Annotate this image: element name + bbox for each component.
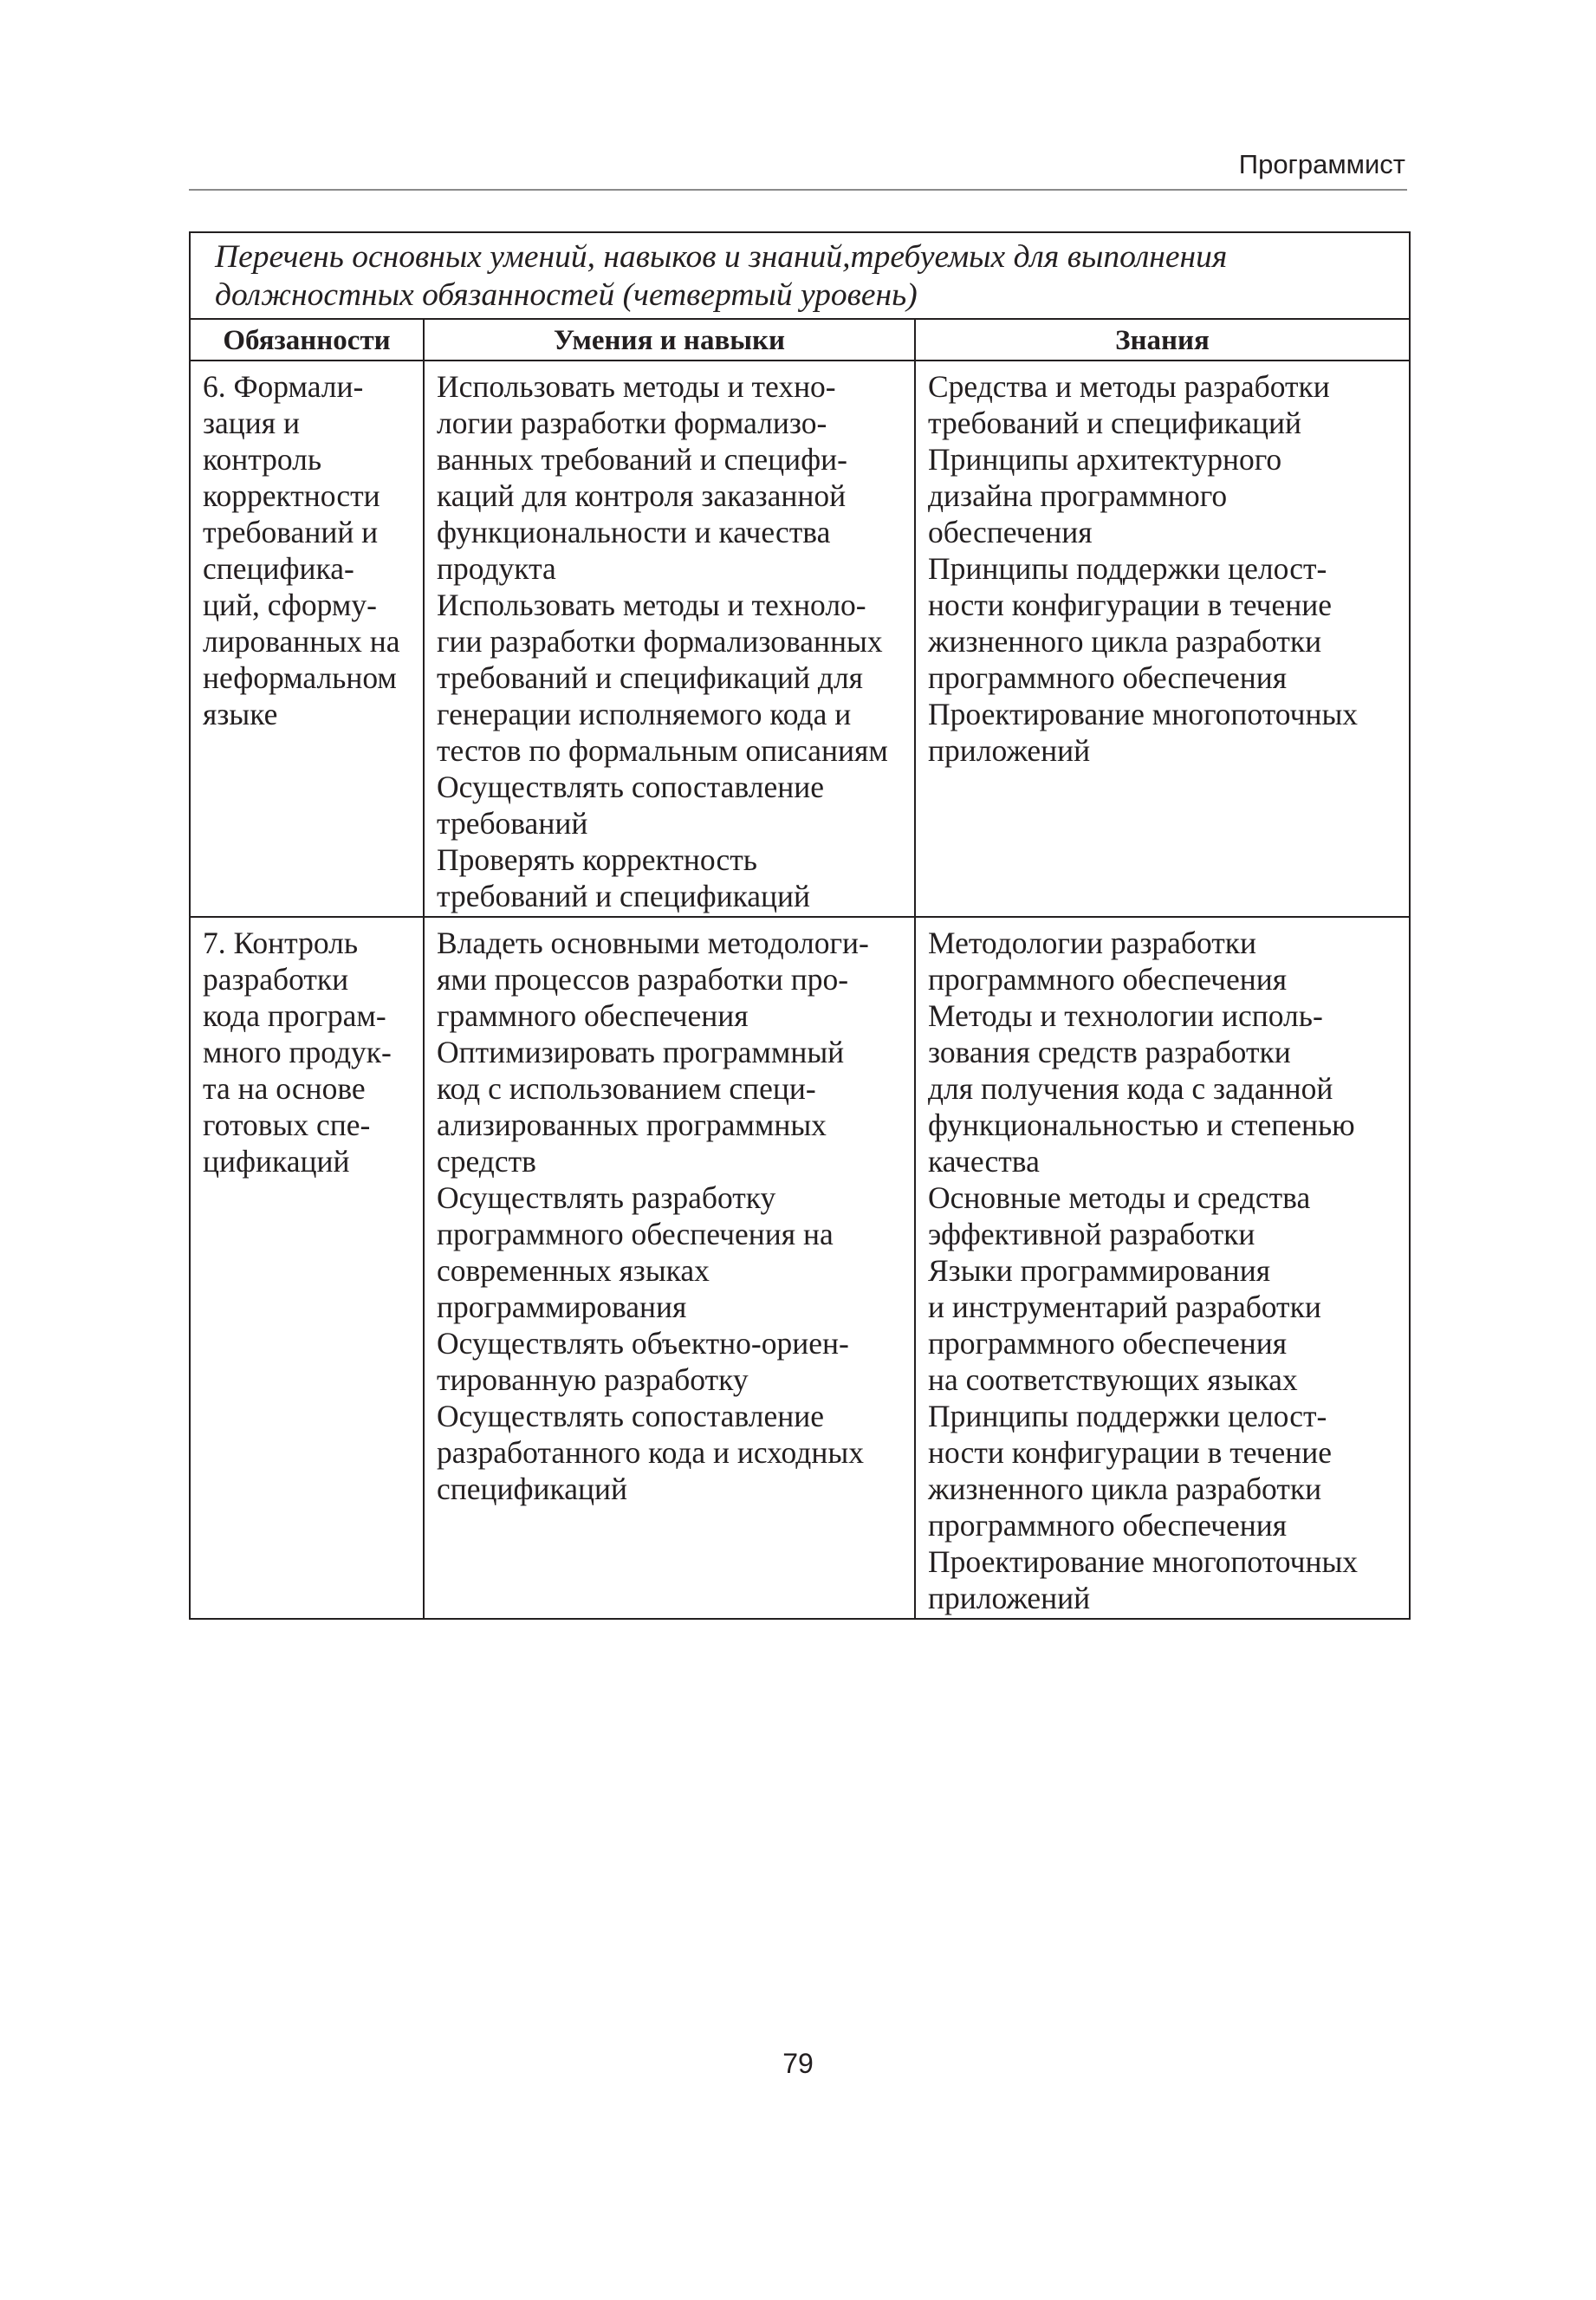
cell-line: спецификаций: [437, 1472, 627, 1506]
knowledge-cell: [915, 917, 1410, 1619]
cell-line: та на основе: [203, 1071, 366, 1106]
cell-line: готовых спе-: [203, 1108, 371, 1142]
cell-line: требований и спецификаций: [928, 406, 1302, 440]
cell-line: программного обеспечения: [928, 660, 1288, 695]
table-row: [190, 361, 1410, 917]
cell-line: языке: [203, 697, 278, 731]
cell-line: 6. Формали-: [203, 369, 364, 404]
cell-line: неформальном: [203, 660, 397, 695]
page-number: 79: [782, 2048, 814, 2079]
cell-line: приложений: [928, 733, 1091, 768]
cell-line: код с использованием специ-: [437, 1071, 816, 1106]
column-header-skills: Умения и навыки: [424, 319, 915, 361]
cell-line: обеспечения: [928, 515, 1093, 549]
cell-line: генерации исполняемого кода и: [437, 697, 852, 731]
cell-line: ванных требований и специфи-: [437, 442, 847, 477]
cell-line: программного обеспечения: [928, 1326, 1288, 1361]
cell-line: каций для контроля заказанной: [437, 478, 847, 513]
cell-line: жизненного цикла разработки: [928, 624, 1322, 659]
cell-line: зования средств разработки: [928, 1035, 1291, 1069]
cell-line: требований и спецификаций для: [437, 660, 864, 695]
cell-line: Методы и технологии исполь-: [928, 998, 1323, 1033]
running-head: [189, 149, 1407, 191]
column-header-knowledge: Знания: [915, 319, 1410, 361]
cell-line: приложений: [928, 1581, 1091, 1615]
cell-line: гии разработки формализованных: [437, 624, 883, 659]
cell-line: требований и: [203, 515, 379, 549]
cell-line: программного обеспечения: [928, 962, 1288, 997]
cell-line: Основные методы и средства: [928, 1180, 1311, 1215]
cell-line: разработанного кода и исходных: [437, 1435, 864, 1470]
cell-line: современных языках: [437, 1253, 710, 1288]
cell-line: требований и спецификаций: [437, 879, 811, 913]
cell-line: качества: [928, 1144, 1040, 1179]
cell-line: функциональностью и степенью: [928, 1108, 1355, 1142]
table-caption: [190, 232, 1410, 319]
cell-line: Использовать методы и техноло-: [437, 588, 866, 622]
cell-line: эффективной разработки: [928, 1217, 1255, 1251]
table-row: [190, 917, 1410, 1619]
cell-line: и инструментарий разработки: [928, 1290, 1321, 1324]
cell-line: Использовать методы и техно-: [437, 369, 836, 404]
cell-line: Принципы архитектурного: [928, 442, 1282, 477]
cell-line: Проектирование многопоточных: [928, 1544, 1359, 1579]
cell-line: граммного обеспечения: [437, 998, 749, 1033]
cell-line: ализированных программных: [437, 1108, 827, 1142]
cell-line: Владеть основными методологи-: [437, 926, 869, 960]
cell-line: Осуществлять разработку: [437, 1180, 776, 1215]
cell-line: Осуществлять сопоставление: [437, 770, 824, 804]
competencies-table: [189, 231, 1411, 1620]
cell-line: ности конфигурации в течение: [928, 588, 1333, 622]
cell-line: Принципы поддержки целост-: [928, 1399, 1327, 1433]
cell-line: программного обеспечения: [928, 1508, 1288, 1543]
cell-line: Осуществлять сопоставление: [437, 1399, 824, 1433]
column-header-duties: Обязанности: [190, 319, 424, 361]
skills-cell: [424, 361, 915, 917]
cell-line: требований: [437, 806, 588, 841]
cell-line: тестов по формальным описаниям: [437, 733, 888, 768]
cell-line: много продук-: [203, 1035, 392, 1069]
cell-line: ности конфигурации в течение: [928, 1435, 1333, 1470]
cell-line: программного обеспечения на: [437, 1217, 834, 1251]
cell-line: ций, сформу-: [203, 588, 377, 622]
cell-line: жизненного цикла разработки: [928, 1472, 1322, 1506]
table-header-row: [190, 319, 1410, 361]
cell-line: Методологии разработки: [928, 926, 1257, 960]
table-caption-row: [190, 232, 1410, 319]
cell-line: тированную разработку: [437, 1362, 749, 1397]
table-caption-line: должностных обязанностей (четвертый уровень): [215, 277, 918, 313]
cell-line: дизайна программного: [928, 478, 1228, 513]
cell-line: 7. Контроль: [203, 926, 359, 960]
cell-line: для получения кода с заданной: [928, 1071, 1333, 1106]
cell-line: Проверять корректность: [437, 842, 757, 877]
duty-cell: [190, 917, 424, 1619]
cell-line: Принципы поддержки целост-: [928, 551, 1327, 586]
cell-line: программирования: [437, 1290, 687, 1324]
cell-line: продукта: [437, 551, 556, 586]
table-caption-line: Перечень основных умений, навыков и знаний,требуемых для выполнения: [215, 239, 1228, 275]
knowledge-cell: [915, 361, 1410, 917]
cell-line: цификаций: [203, 1144, 350, 1179]
cell-line: Языки программирования: [928, 1253, 1271, 1288]
cell-line: контроль: [203, 442, 322, 477]
cell-line: зация и: [203, 406, 300, 440]
cell-line: Проектирование многопоточных: [928, 697, 1359, 731]
cell-line: корректности: [203, 478, 380, 513]
cell-line: разработки: [203, 962, 349, 997]
cell-line: на соответствующих языках: [928, 1362, 1298, 1397]
cell-line: лированных на: [203, 624, 400, 659]
cell-line: кода програм-: [203, 998, 386, 1033]
duty-cell: [190, 361, 424, 917]
cell-line: функциональности и качества: [437, 515, 831, 549]
cell-line: логии разработки формализо-: [437, 406, 827, 440]
cell-line: Осуществлять объектно-ориен-: [437, 1326, 849, 1361]
cell-line: ями процессов разработки про-: [437, 962, 849, 997]
cell-line: специфика-: [203, 551, 354, 586]
cell-line: Оптимизировать программный: [437, 1035, 845, 1069]
cell-line: Средства и методы разработки: [928, 369, 1330, 404]
skills-cell: [424, 917, 915, 1619]
running-head-title: Программист: [1238, 149, 1405, 179]
cell-line: средств: [437, 1144, 536, 1179]
